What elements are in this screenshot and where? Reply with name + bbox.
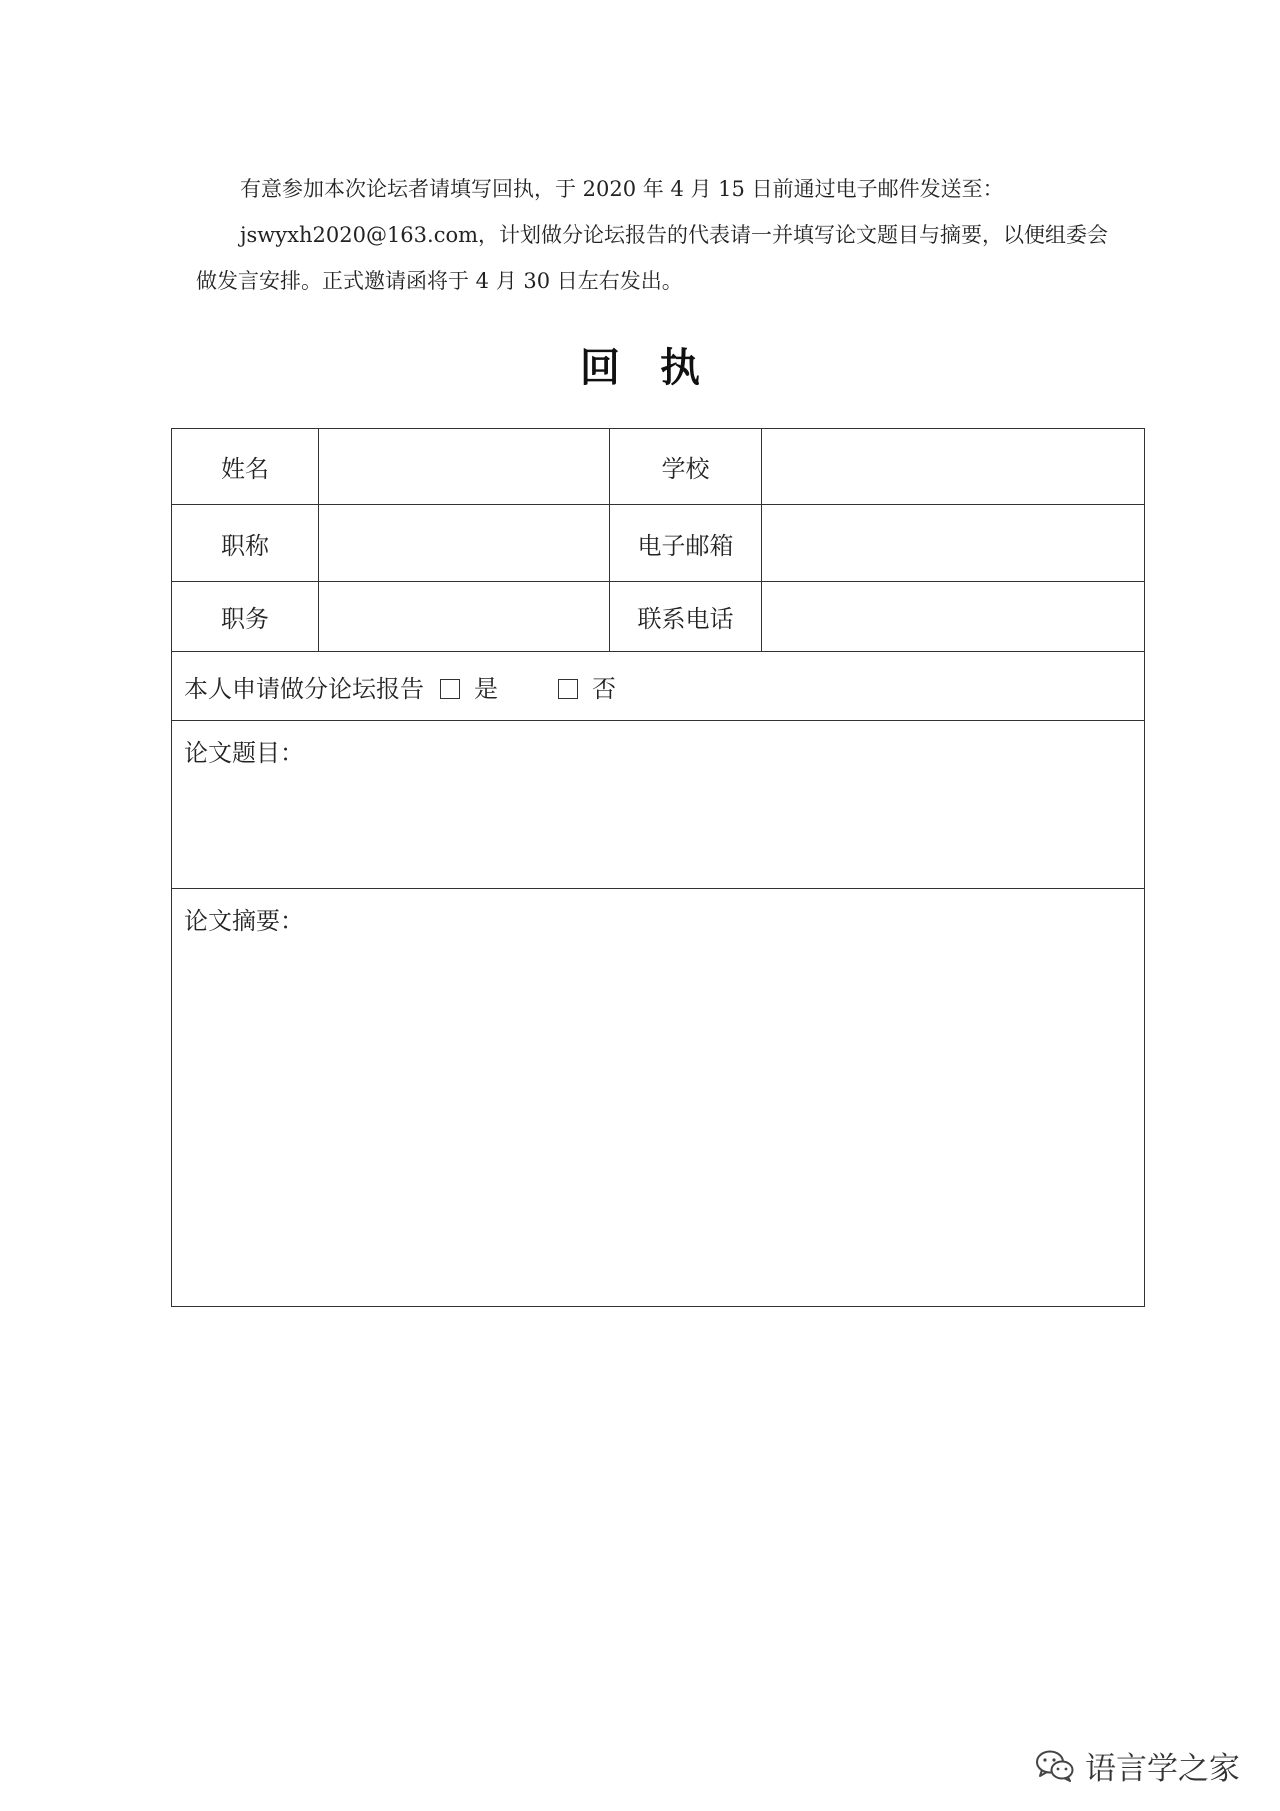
no-checkbox[interactable]: [558, 679, 578, 699]
abstract-label: 论文摘要：: [184, 907, 304, 935]
paper-title-field[interactable]: [172, 721, 1145, 889]
form-row-name: [172, 429, 1145, 505]
intro-line-3: 做发言安排。正式邀请函将于 4 月 30 日左右发出。: [196, 269, 683, 293]
school-label: 学校: [610, 429, 762, 505]
form-row-paper-title: [172, 721, 1145, 889]
no-label: 否: [592, 674, 616, 703]
position-field[interactable]: [319, 582, 610, 652]
watermark: [1035, 1743, 1240, 1788]
intro-line-1: 有意参加本次论坛者请填写回执，于 2020 年 4 月 15 日前通过电子邮件发送至：: [240, 177, 1004, 201]
intro-paragraph: [196, 166, 1109, 304]
yes-checkbox[interactable]: [440, 679, 460, 699]
apply-cell: [172, 652, 1145, 721]
paper-title-label: 论文题目：: [184, 739, 304, 767]
name-label: 姓名: [172, 429, 319, 505]
intro-line-2: jswyxh2020@163.com，计划做分论坛报告的代表请一并填写论文题目与摘要，以便组委会: [240, 223, 1109, 247]
wechat-icon: [1035, 1749, 1075, 1783]
job-title-field[interactable]: [319, 505, 610, 582]
position-label: 职务: [172, 582, 319, 652]
phone-label: 联系电话: [610, 582, 762, 652]
reply-form-table: [171, 428, 1145, 1307]
phone-field[interactable]: [762, 582, 1145, 652]
form-row-abstract: [172, 889, 1145, 1307]
name-field[interactable]: [319, 429, 610, 505]
form-row-title: [172, 505, 1145, 582]
apply-label: 本人申请做分论坛报告: [184, 674, 424, 703]
job-title-label: 职称: [172, 505, 319, 582]
form-row-apply: [172, 652, 1145, 721]
email-label: 电子邮箱: [610, 505, 762, 582]
watermark-text: 语言学之家: [1085, 1751, 1240, 1787]
form-row-position: [172, 582, 1145, 652]
email-field[interactable]: [762, 505, 1145, 582]
page-title: 回执: [580, 345, 740, 391]
abstract-field[interactable]: [172, 889, 1145, 1307]
school-field[interactable]: [762, 429, 1145, 505]
yes-label: 是: [474, 674, 498, 703]
